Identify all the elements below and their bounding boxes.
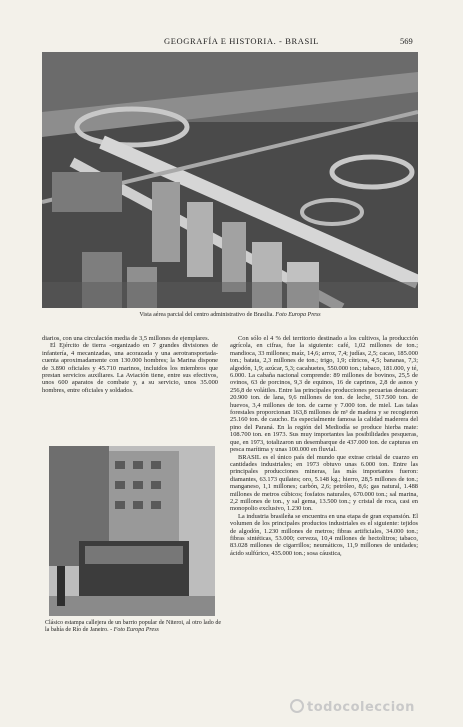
- page-header: [0, 36, 463, 50]
- site-watermark: [290, 699, 415, 715]
- paragraph: La industria brasileña se encuentra en una etapa de gran expansión. El volumen de los principales productos industriales es el siguiente: tejidos de algodón, 1.230 millones de metros; fibras artificiales, 34.000 ton.; fibras sintéticas, 53.000; cerveza, 10,4 millones de hectolitros; tabaco, 83.028 millones de cigarrillos; neumáticos, 11,9 millones de unidades; ácido sulfúrico, 435.000 ton.; sosa cáustica,: [230, 512, 418, 557]
- caption-credit: Foto Europa Press: [113, 627, 159, 633]
- right-column: [230, 335, 418, 557]
- niteroi-street-photo: [49, 446, 215, 616]
- paragraph: BRASIL es el único país del mundo que extrae cristal de cuarzo en cantidades industriales; en 1973 obtuvo unas 6.000 ton. Entre las principales producciones mineras, las más importantes fueron: diamantes, 63.173 quilates; oro, 5.148 kg.; hierro, 28,5 millones de ton.; manganeso, 1,1 millones; carbón, 2,6; petróleo, 8,6; gas natural, 1.488 millones de metros cúbicos; fosfatos naturales, 670.000 ton.; sal marina, 2,2 millones de ton., y sal gema, 13.500 ton.; y cristal de roca, casi en monopolio exclusivo, 1.230 ton.: [230, 453, 418, 513]
- page-number: 569: [400, 36, 413, 46]
- caption-text: Clásico estampa callejera de un barrio popular de Niteroi, al otro lado de la bahía de Río de Janeiro. -: [45, 620, 221, 633]
- paragraph: diarios, con una circulación media de 3,5 millones de ejemplares.: [42, 335, 210, 342]
- paragraph: Con sólo el 4 % del territorio destinado a los cultivos, la producción agrícola, en cifras, fue la siguiente: café, 1,02 millones de ton.; mandioca, 33 millones; maíz, 14,6; arroz, 7,4; judías, 2,5; cacao, 185.000 ton.; batata, 2,3 millones de ton.; trigo, 1,9; cítricos, 4,5; bananas, 7,3; algodón, 1,9; azúcar, 5,3; cacahuetes, 550.000 ton.; tabaco, 181.000, y té, 6.000. La cabaña nacional comprende: 89 millones de bovinos, 25,5 de ovinos, 63 de porcinos, 9,3 de equinos, 16 de caprinos, 2,8 de asnos y 256,8 de volátiles. Entre las principales producciones pecuarias destacan: 20.900 ton. de lana, 9,6 millones de ton. de leche, 517.500 ton. de huevos, 3,4 millones de ton. de carne y 7.000 ton. de miel. Las talas forestales proporcionan 163,8 millones de m³ de madera y se recogieron 25.160 ton. de caucho. Es especialmente famosa la calidad maderera del pino del Paraná. En la región del Mediodía se produce hierba mate: 108.700 ton. en 1973. Sus muy importantes las posibilidades pesqueras, que, en 1973, totalizaron un desembarque de 437.000 ton. de capturas en pesca marítima y unas 100.000 en fluvial.: [230, 335, 418, 454]
- photo-caption-top: [42, 312, 418, 318]
- watermark-text: todocoleccion: [307, 700, 415, 715]
- brasilia-aerial-photo: [42, 52, 418, 308]
- paragraph: El Ejército de tierra -organizado en 7 grandes divisiones de infantería, 4 mecanizadas, una acorazada y una aerotransportada- cuenta aproximadamente con 130.000 hombres; la Marina dispone de 3.890 oficiales y 45.710 marinos, incluidos los miembros que prestan servicios auxiliares. La Aviación tiene, entre sus efectivos, unos 600 aparatos de combate y, a su servicio, unos 35.000 hombres, entre oficiales y soldados.: [42, 342, 218, 394]
- watermark-icon: [290, 699, 304, 713]
- caption-credit: Foto Europa Press: [275, 312, 321, 318]
- running-title: GEOGRAFÍA E HISTORIA. - BRASIL: [164, 36, 320, 46]
- caption-text: Vista aérea parcial del centro administrativo de Brasilia.: [139, 312, 276, 318]
- photo-caption-bottom: [45, 620, 221, 634]
- left-column: [42, 335, 218, 394]
